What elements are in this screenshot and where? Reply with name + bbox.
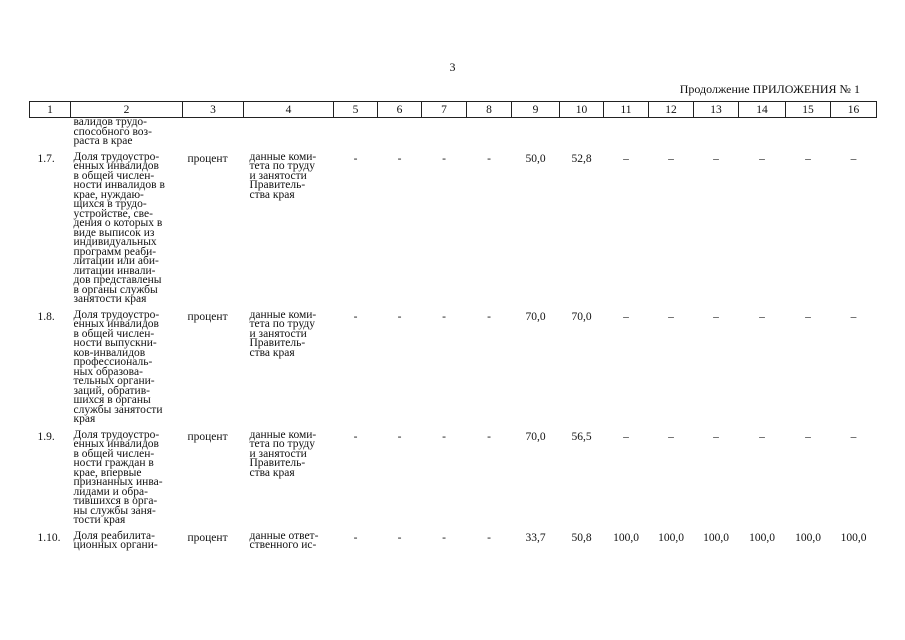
year-value-col-16: 100,0 [840,531,867,544]
description-line: устройстве, све- [73,207,153,220]
year-value-col-5: - [353,310,358,323]
column-header-1: 1 [30,102,71,118]
column-header-16: 16 [831,102,877,118]
column-header-12: 12 [649,102,694,118]
description-line: лидами и обра- [73,485,148,498]
header-row [30,102,877,118]
column-header-15: 15 [786,102,831,118]
source-line: данные коми- [249,428,317,441]
year-value-col-7: - [442,430,446,443]
description-line: крае, нуждаю- [73,188,144,201]
column-header-7: 7 [422,102,467,118]
description-line: индивидуальных [73,236,157,248]
description-line: признанных инва- [73,476,163,488]
unit-of-measure: процент [187,152,228,165]
data-source [244,147,334,305]
source-line: Правитель- [249,337,306,349]
description-line: тившихся в орга- [73,495,158,507]
description-line: заций, обратив- [73,384,150,397]
column-header-9: 9 [512,102,560,118]
description-line: ности выпускни- [73,337,157,349]
continued-text: валидов трудо- способного воз- раста в крае [73,116,152,147]
indicator-description [71,526,183,551]
year-value-col-11: – [623,430,629,443]
indicator-description [71,305,183,425]
description-line: программ реаби- [73,245,157,258]
continued-row [30,118,877,147]
description-line: службы занятости [73,403,163,416]
description-line: крае, впервые [73,466,142,479]
indicator-number: 1.10. [37,531,61,544]
description-line: щихся в трудо- [73,198,147,210]
column-header-6: 6 [378,102,422,118]
description-line: дения о которых в [73,217,163,229]
year-value-col-10: 52,8 [571,152,592,165]
description-line: в общей числен- [73,327,155,340]
description-line: виде выписок из [73,226,155,239]
year-value-col-8: - [487,531,491,544]
source-line: и занятости [249,169,307,182]
description-line: енных инвалидов [73,318,159,330]
unit-of-measure: процент [187,531,228,544]
description-line: в общей числен- [73,447,155,460]
indicators-table [29,101,877,551]
description-line: тости края [73,514,126,526]
year-value-col-7: - [442,152,446,165]
year-value-col-12: – [668,152,674,165]
year-value-col-10: 70,0 [571,310,592,323]
year-value-col-6: - [397,152,402,165]
year-value-col-7: - [442,310,446,323]
column-header-14: 14 [739,102,786,118]
data-source [244,305,334,425]
year-value-col-9: 70,0 [525,430,546,443]
table-row [30,147,877,305]
year-value-col-14: – [759,310,765,323]
year-value-col-15: – [805,430,811,443]
column-header-4: 4 [244,102,334,118]
year-value-col-12: 100,0 [658,531,684,544]
year-value-col-9: 70,0 [525,310,546,323]
description-line: ны службы заня- [73,504,156,517]
description-line: ности граждан в [73,457,154,469]
description-line: ности инвалидов в [73,179,165,191]
year-value-col-6: - [397,531,402,544]
source-line: ства края [249,466,295,479]
indicator-description [71,425,183,526]
year-value-col-13: – [713,152,719,165]
column-header-8: 8 [467,102,512,118]
table-row [30,425,877,526]
year-value-col-16: – [850,152,857,165]
year-value-col-11: – [623,152,629,165]
source-line: ства края [249,188,295,201]
column-header-2: 2 [71,102,183,118]
page-number: 3 [449,60,456,74]
description-line: профессиональ- [73,356,153,368]
year-value-col-12: – [668,310,674,323]
source-line: тета по труду [249,160,315,172]
description-line: в общей числен- [73,169,155,182]
description-line: Доля трудоустро- [73,428,160,441]
indicator-number: 1.9. [37,430,55,443]
year-value-col-15: – [805,310,811,323]
source-line: тета по труду [249,438,315,450]
indicator-description [71,147,183,305]
source-line: данные ответ- [249,529,319,542]
year-value-col-9: 50,0 [525,152,546,165]
description-line: тельных органи- [73,375,155,387]
unit-of-measure: процент [187,310,228,323]
column-header-13: 13 [694,102,739,118]
indicator-number: 1.7. [37,152,55,165]
year-value-col-6: - [397,430,402,443]
source-line: Правитель- [249,179,306,191]
year-value-col-8: - [487,152,491,165]
year-value-col-6: - [397,310,402,323]
year-value-col-16: – [850,310,857,323]
source-line: и занятости [249,327,307,340]
year-value-col-12: – [668,430,674,443]
data-source [244,425,334,526]
description-line: литации инвали- [73,264,156,277]
source-line: Правитель- [249,457,306,469]
description-line: енных инвалидов [73,160,159,172]
description-line: Доля трудоустро- [73,150,160,163]
year-value-col-13: 100,0 [703,531,729,544]
year-value-col-5: - [353,430,358,443]
description-line: ков-инвалидов [73,346,146,359]
column-header-11: 11 [604,102,649,118]
table-row [30,305,877,425]
table-row [30,526,877,551]
column-header-10: 10 [560,102,604,118]
year-value-col-14: – [759,430,765,443]
description-line: шихся в органы [73,394,151,406]
year-value-col-8: - [487,430,491,443]
source-line: ства края [249,346,295,359]
year-value-col-15: 100,0 [795,531,821,544]
appendix-title: Продолжение ПРИЛОЖЕНИЯ № 1 [679,82,860,96]
year-value-col-15: – [805,152,811,165]
year-value-col-14: 100,0 [749,531,775,544]
description-line: Доля реабилита- [73,529,155,542]
data-source [244,526,334,551]
source-line: ственного ис- [249,539,317,551]
year-value-col-16: – [850,430,857,443]
year-value-col-8: - [487,310,491,323]
description-line: дов представлены [73,274,162,286]
year-value-col-14: – [759,152,765,165]
description-line: края [73,413,96,425]
year-value-col-5: - [353,531,358,544]
source-line: и занятости [249,447,307,460]
year-value-col-10: 56,5 [571,430,592,443]
description-line: енных инвалидов [73,438,159,450]
year-value-col-11: 100,0 [613,531,639,544]
year-value-col-9: 33,7 [525,531,546,544]
year-value-col-13: – [713,310,719,323]
description-line: Доля трудоустро- [73,308,160,321]
year-value-col-5: - [353,152,358,165]
year-value-col-10: 50,8 [571,531,592,544]
year-value-col-7: - [442,531,446,544]
year-value-col-13: – [713,430,719,443]
description-line: в органы службы [73,283,158,296]
description-line: литации или аби- [73,255,159,267]
description-line: занятости края [73,293,147,305]
source-line: тета по труду [249,318,315,330]
source-line: данные коми- [249,150,317,163]
column-header-3: 3 [183,102,244,118]
description-line: ционных органи- [73,539,158,551]
unit-of-measure: процент [187,430,228,443]
indicator-number: 1.8. [37,310,55,323]
description-line: ных образова- [73,365,143,378]
column-header-5: 5 [334,102,378,118]
year-value-col-11: – [623,310,629,323]
source-line: данные коми- [249,308,317,321]
